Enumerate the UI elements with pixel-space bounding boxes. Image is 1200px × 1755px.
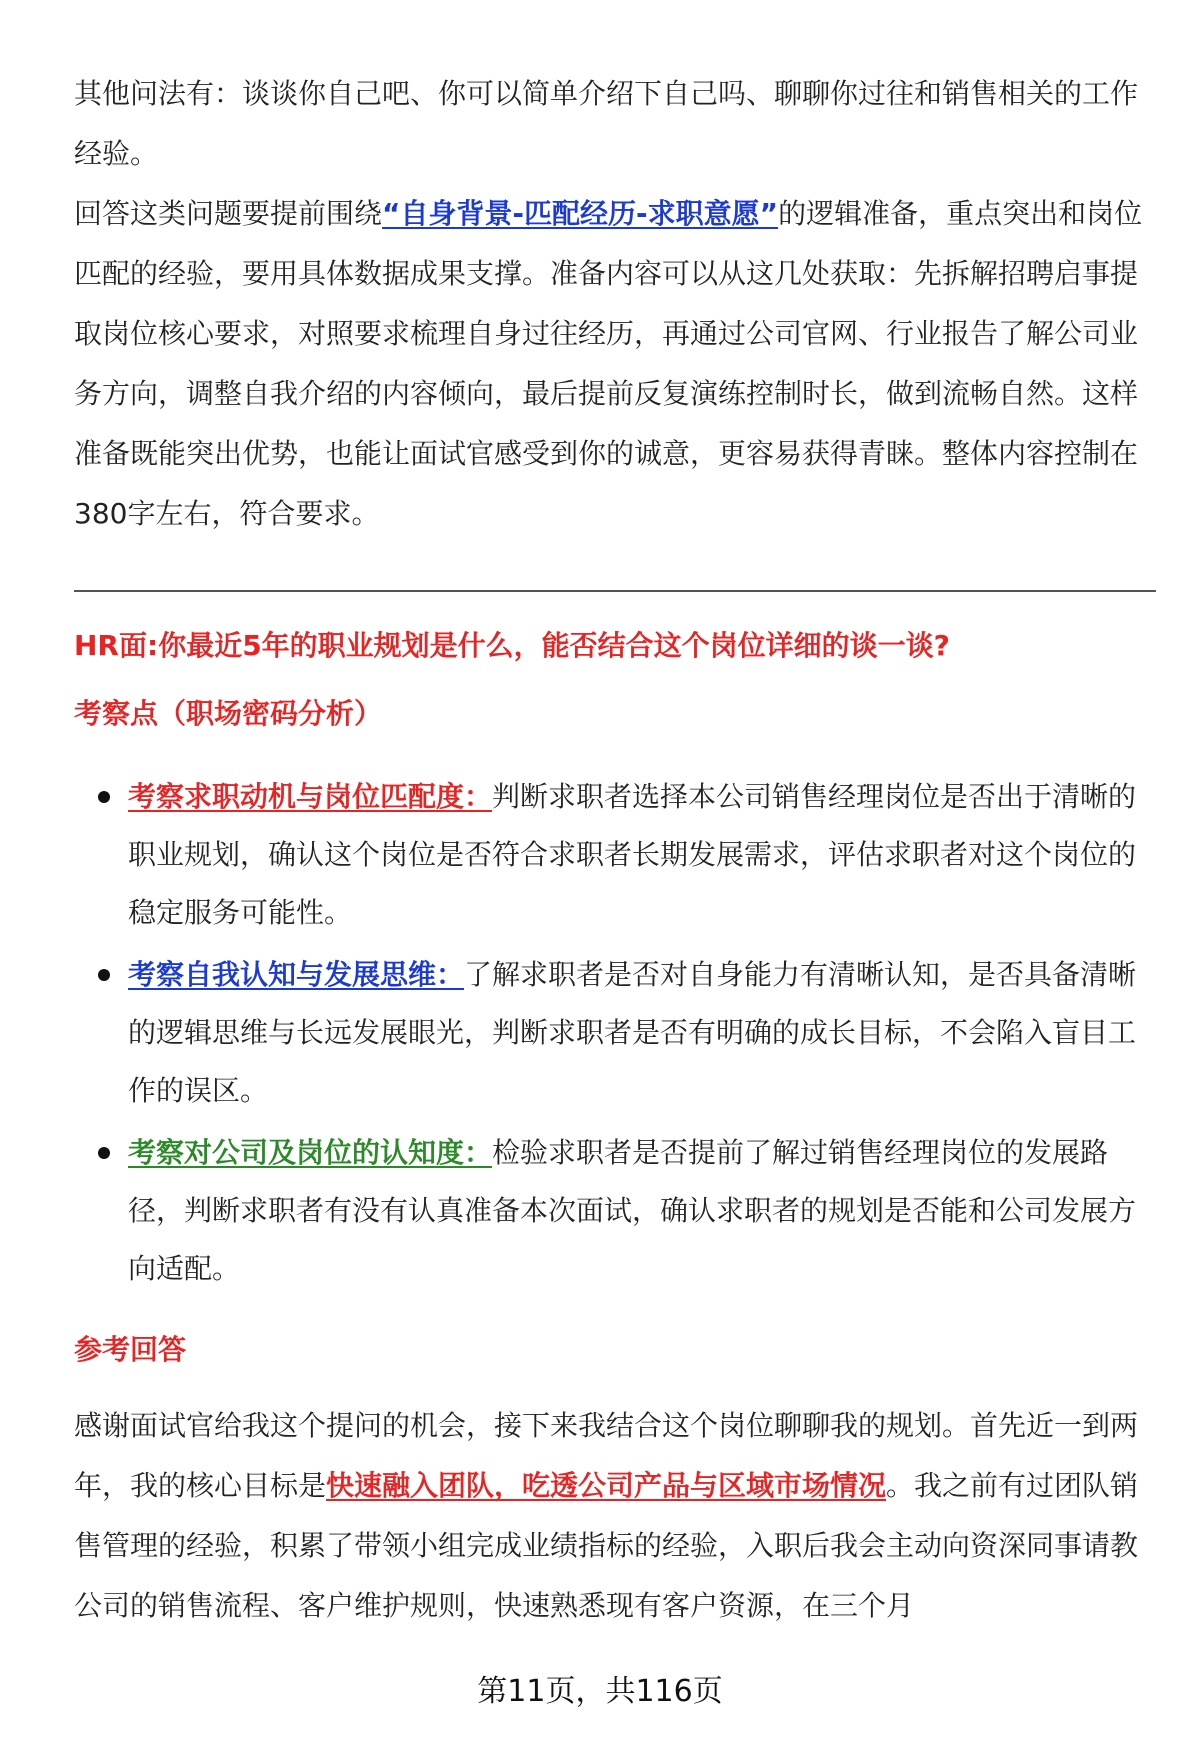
section-divider: [74, 590, 1156, 592]
point-text: 检验求职者是否提前了解过销售经理岗位的发展路径，判断求职者有没有认真准备本次面试，确认求职者的规划是否能和公司发展方向适配。: [128, 1136, 1137, 1285]
list-item: [74, 1124, 1156, 1298]
bullet-icon: [98, 969, 110, 981]
intro-paragraph-1: [74, 64, 1146, 184]
point-text: 判断求职者选择本公司销售经理岗位是否出于清晰的职业规划，确认这个岗位是否符合求职者长期发展需求，评估求职者对这个岗位的稳定服务可能性。: [128, 780, 1137, 929]
point-label-company-awareness: 考察对公司及岗位的认知度：: [128, 1136, 493, 1169]
intro-text-2b: 的逻辑准备，重点突出和岗位匹配的经验，要用具体数据成果支撑。准备内容可以从这几处获取：先拆解招聘启事提取岗位核心要求，对照要求梳理自身过往经历，再通过公司官网、行业报告了解公司业务方向，调整自我介绍的内容倾向，最后提前反复演练控制时长，做到流畅自然。这样准备既能突出优势，也能让面试官感受到你的诚意，更容易获得青睐。整体内容控制在380字左右，符合要求。: [74, 197, 1143, 530]
answer-text-b: 。我之前有过团队销售管理的经验，积累了带领小组完成业绩指标的经验，入职后我会主动向资深同事请教公司的销售流程、客户维护规则，快速熟悉现有客户资源，在三个月: [74, 1469, 1139, 1622]
intro-text-2a: 回答这类问题要提前围绕: [74, 197, 383, 230]
analysis-list: [74, 768, 1156, 1298]
question-title: HR面:你最近5年的职业规划是什么，能否结合这个岗位详细的谈一谈?: [74, 629, 950, 662]
reference-answer: [74, 1396, 1156, 1636]
logic-highlight: “自身背景-匹配经历-求职意愿”: [382, 197, 779, 230]
bullet-icon: [98, 1147, 110, 1159]
intro-text-1: 其他问法有：谈谈你自己吧、你可以简单介绍下自己吗、聊聊你过往和销售相关的工作经验。: [74, 77, 1139, 170]
intro-paragraph-2: [74, 184, 1146, 544]
bullet-icon: [98, 791, 110, 803]
reference-heading: 参考回答: [74, 1333, 187, 1366]
point-label-motivation: 考察求职动机与岗位匹配度：: [128, 780, 493, 813]
page-number: 第11页，共116页: [477, 1674, 723, 1709]
answer-text-a: 感谢面试官给我这个提问的机会，接下来我结合这个岗位聊聊我的规划。首先近一到两年，我的核心目标是: [74, 1409, 1139, 1502]
list-item: [74, 768, 1156, 942]
analysis-heading: 考察点（职场密码分析）: [74, 697, 383, 730]
answer-paragraph: [74, 1396, 1156, 1636]
list-item: [74, 946, 1156, 1120]
intro-section: [74, 64, 1146, 544]
point-text: 了解求职者是否对自身能力有清晰认知，是否具备清晰的逻辑思维与长远发展眼光，判断求职者是否有明确的成长目标，不会陷入盲目工作的误区。: [128, 958, 1137, 1107]
answer-highlight: 快速融入团队，吃透公司产品与区域市场情况: [326, 1469, 887, 1502]
point-label-self-awareness: 考察自我认知与发展思维：: [128, 958, 465, 991]
